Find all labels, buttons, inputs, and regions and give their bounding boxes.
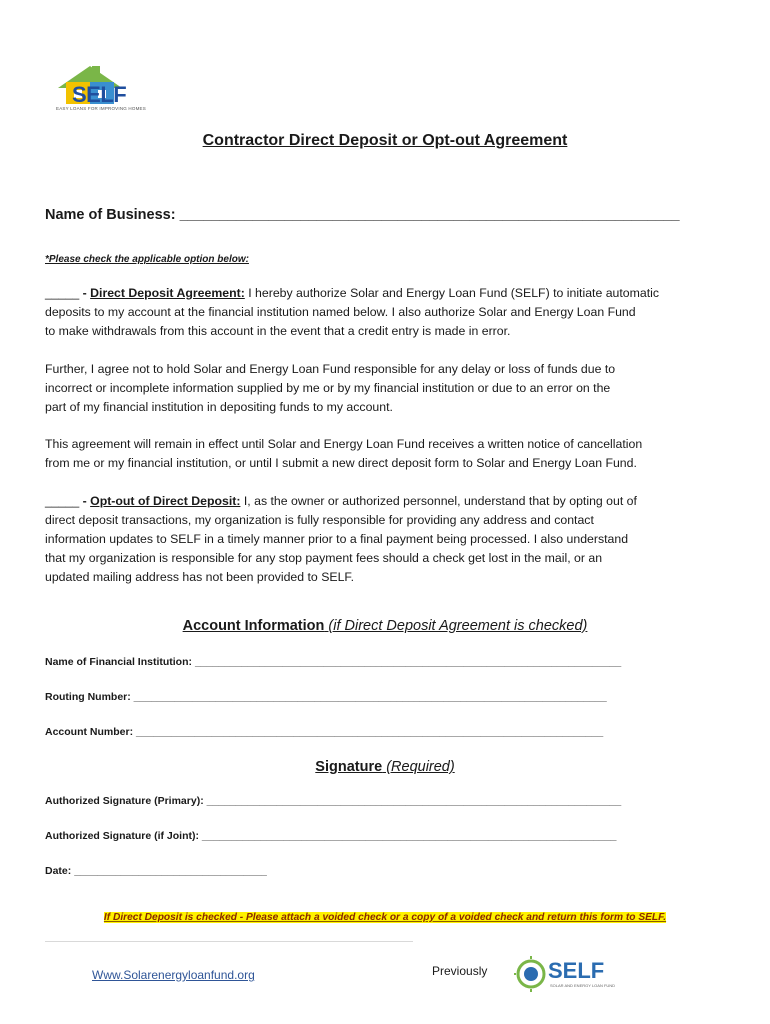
- financial-institution-field[interactable]: [45, 656, 621, 668]
- field-blank[interactable]: _______________________________________________________________________: [206, 795, 622, 807]
- voided-check-note-text: If Direct Deposit is checked - Please attach a voided check or a copy of a voided check and return this form to SELF.: [103, 912, 667, 923]
- check-instruction: *Please check the applicable option below:: [45, 254, 249, 265]
- account-heading-note: (if Direct Deposit Agreement is checked): [324, 618, 588, 634]
- direct-deposit-label: Direct Deposit Agreement:: [90, 286, 245, 300]
- opt-out-text-4: that my organization is responsible for any stop payment fees should a check get lost in the mail, or an: [45, 551, 603, 565]
- dash: -: [79, 286, 91, 300]
- direct-deposit-text-1: I hereby authorize Solar and Energy Loan Fund (SELF) to initiate automatic: [244, 286, 660, 300]
- signature-joint-field[interactable]: [45, 830, 617, 842]
- opt-out-text-3: information updates to SELF in a timely manner prior to a final payment being processed. I also understand: [45, 532, 629, 546]
- field-blank[interactable]: _________________________________________________________________________________: [133, 691, 607, 703]
- field-label: Account Number:: [45, 726, 137, 738]
- footer-divider: [45, 941, 413, 942]
- logo-tagline: EASY LOANS FOR IMPROVING HOMES: [56, 106, 146, 111]
- opt-out-checkbox-blank[interactable]: _____: [45, 494, 80, 508]
- opt-out-text-5: updated mailing address has not been provided to SELF.: [45, 570, 354, 584]
- business-name-label: Name of Business:: [45, 207, 180, 223]
- field-label: Routing Number:: [45, 691, 134, 703]
- routing-number-field[interactable]: [45, 691, 607, 703]
- field-label: Date:: [45, 865, 75, 877]
- signature-heading: [0, 759, 770, 775]
- effect-text-1: This agreement will remain in effect until Solar and Energy Loan Fund receives a written notice of cancellation: [45, 437, 643, 451]
- website-link[interactable]: Www.Solarenergyloanfund.org: [92, 968, 255, 982]
- field-blank[interactable]: _________________________________: [74, 865, 267, 877]
- effect-paragraph: [45, 435, 725, 473]
- signature-heading-text: Signature: [315, 759, 383, 775]
- field-blank[interactable]: _________________________________________________________________________: [194, 656, 622, 668]
- signature-primary-field[interactable]: [45, 795, 621, 807]
- date-field[interactable]: [45, 865, 267, 877]
- voided-check-note: [0, 912, 770, 923]
- further-text-3: part of my financial institution in depositing funds to my account.: [45, 400, 393, 414]
- field-label: Authorized Signature (if Joint):: [45, 830, 202, 842]
- business-name-field[interactable]: [45, 207, 680, 223]
- footer-logo-wordmark: SELF: [548, 958, 605, 983]
- field-blank[interactable]: ________________________________________________________________________________: [136, 726, 604, 738]
- signature-heading-note: (Required): [382, 759, 455, 775]
- further-text-1: Further, I agree not to hold Solar and Energy Loan Fund responsible for any delay or loss of funds due to: [45, 362, 616, 376]
- page-title: Contractor Direct Deposit or Opt-out Agreement: [202, 132, 568, 149]
- effect-text-2: from me or my financial institution, or until I submit a new direct deposit form to Solar and Energy Loan Fund.: [45, 456, 637, 470]
- opt-out-text-2: direct deposit transactions, my organization is fully responsible for providing any address and contact: [45, 513, 594, 527]
- opt-out-label: Opt-out of Direct Deposit:: [90, 494, 241, 508]
- opt-out-paragraph: [45, 492, 725, 587]
- field-label: Name of Financial Institution:: [45, 656, 195, 668]
- direct-deposit-text-3: to make withdrawals from this account in the event that a credit entry is made in error.: [45, 324, 511, 338]
- direct-deposit-checkbox-blank[interactable]: _____: [45, 286, 80, 300]
- business-name-blank[interactable]: ______________________________________________________________: [179, 207, 680, 223]
- field-label: Authorized Signature (Primary):: [45, 795, 207, 807]
- direct-deposit-paragraph: [45, 284, 725, 341]
- direct-deposit-text-2: deposits to my account at the financial institution named below. I also authorize Solar and Energy Loan Fund: [45, 305, 636, 319]
- further-text-2: incorrect or incomplete information supplied by me or by my financial institution or due to an error on the: [45, 381, 611, 395]
- account-heading-text: Account Information: [182, 618, 325, 634]
- account-number-field[interactable]: [45, 726, 603, 738]
- further-paragraph: [45, 360, 725, 417]
- field-blank[interactable]: _______________________________________________________________________: [201, 830, 617, 842]
- logo-wordmark: SELF: [72, 82, 127, 107]
- footer-logo-tagline: SOLAR AND ENERGY LOAN FUND: [550, 983, 616, 988]
- previously-label: Previously: [432, 964, 488, 978]
- opt-out-text-1: I, as the owner or authorized personnel, understand that by opting out of: [240, 494, 637, 508]
- dash: -: [79, 494, 91, 508]
- account-info-heading: [0, 618, 770, 634]
